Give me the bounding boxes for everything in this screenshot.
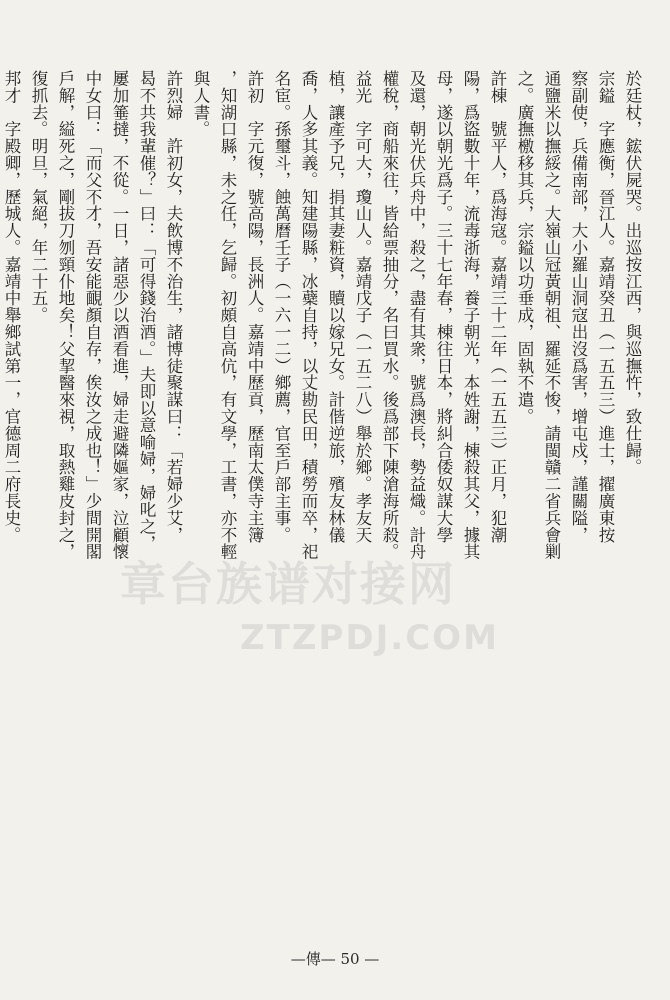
text-column: 與人書。: [191, 70, 210, 138]
text-column: 及還，朝光伏兵舟中，殺之，盡有其衆，號爲澳長，勢益熾。計舟: [407, 70, 426, 561]
text-column: 宗鎰 字應衡，晉江人。嘉靖癸丑（一五五三）進士，擢廣東按: [596, 70, 615, 544]
text-column: 益光 字可大，瓊山人。嘉靖戊子（一五二八）舉於鄉。孝友天: [353, 70, 372, 544]
text-column: 曷不共我輩催？」曰：「可得錢治酒。」夫即以意喻婦，婦叱之，: [137, 70, 156, 552]
watermark-url: ZTZPDJ.COM: [240, 618, 499, 658]
text-column: 名宦。孫璽斗，蝕萬曆壬子（一六一二）鄉薦，官至戶部主事。: [272, 70, 291, 544]
text-column: ，知湖口縣，未之任，乞歸。初頗自高伉，有文學，工書，亦不輕: [218, 70, 237, 561]
text-column: 母，遂以朝光爲子。三十七年春，棟往日本，將糾合倭奴謀大學: [434, 70, 453, 544]
text-column: 許初 字元復，號高陽，長洲人。嘉靖中歷貢，歷南太僕寺主簿: [245, 70, 264, 544]
text-column: 邦才 字殿卿，歷城人。嘉靖中舉鄉試第一，官德周二府長史。: [2, 70, 21, 544]
page-number: —傳— 50 —: [290, 950, 380, 968]
text-column: 通鹽米以撫綏之。大嶺山冠黃朝祖、羅延不悛，請閩贛二省兵會剿: [542, 70, 561, 561]
text-columns: [0, 70, 642, 920]
text-column: 屢加箠撻，不從。一日，諸惡少以酒看進，婦走避隣嫗家，泣顧懷: [110, 70, 129, 561]
text-column: 中女曰：「而父不才，吾安能靦顏自存，俟汝之成也！」少間開閣: [83, 70, 102, 561]
text-column: 陽，爲盜數十年，流毒浙海，養子朝光，本姓謝，棟殺其父，據其: [461, 70, 480, 561]
text-column: 權稅，商船來往，皆給票抽分，名曰買水。後爲部下陳滄海所殺。: [380, 70, 399, 561]
text-column: 植，讓產予兄，捐其妻粧資，贖以嫁兄女。計偕逆旅，殯友林儀: [326, 70, 345, 544]
text-column: 之。廣撫檄移其兵，宗鎰以功垂成，固執不遣。: [515, 70, 534, 425]
text-column: 喬，人多其義。知建陽縣，冰蘗自持，以丈勘民田，積勞而卒，祀: [299, 70, 318, 561]
text-column: 許棟 號平人，爲海寇。嘉靖三十二年（一五五三）正月，犯潮: [488, 70, 507, 544]
text-column: 許烈婦 許初女，夫飲博不治生，諸博徒聚謀曰：「若婦少艾，: [164, 70, 183, 544]
text-column: 復抓去。明旦，氣絕，年二十五。: [29, 70, 48, 324]
text-column: 察副使，兵備南部，大小羅山洞寇出沒爲害，增屯戍，謹關隘，: [569, 70, 588, 544]
text-column: 戶解，縊死之，剛拔刀刎頸仆地矣！父挈醫來視，取熱雞皮封之，: [56, 70, 75, 561]
text-column: 於廷杖，鋐伏屍哭。出巡按江西，與巡撫忤，致仕歸。: [623, 70, 642, 476]
watermark-name: 章台族谱对接网: [120, 557, 456, 611]
